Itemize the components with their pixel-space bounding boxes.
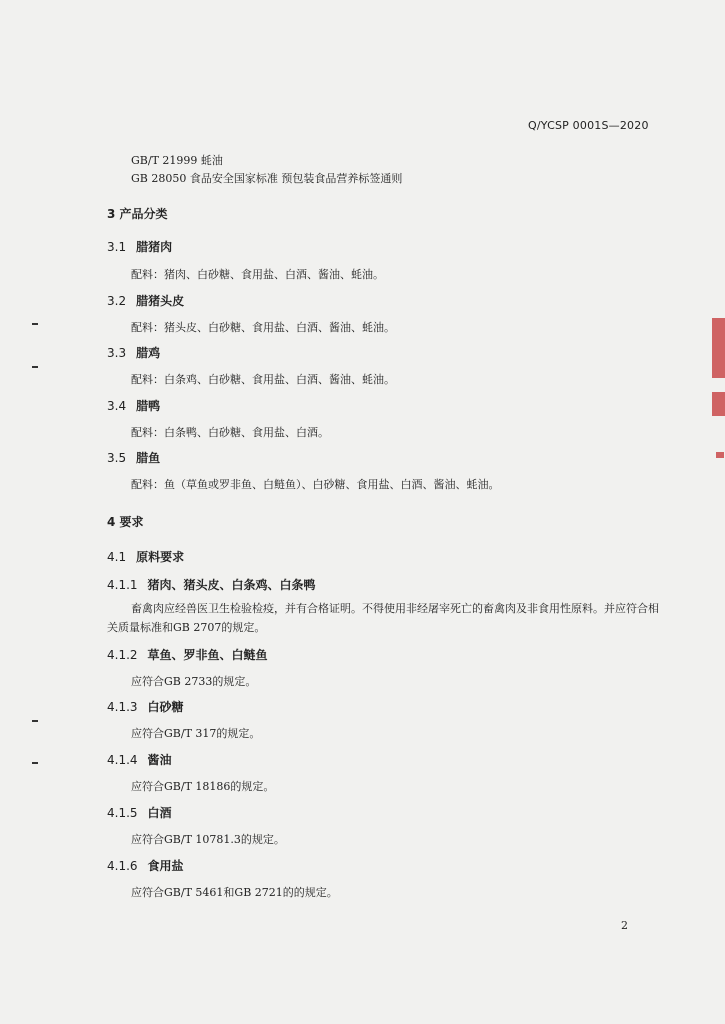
clause-number: 3.3: [107, 346, 127, 360]
clause-title: 食用盐: [147, 859, 184, 873]
subsection-title: 原料要求: [136, 550, 185, 564]
clause-heading: [107, 751, 172, 768]
reference-item: GB 28050 食品安全国家标准 预包装食品营养标签通则: [131, 172, 403, 185]
seal-stamp-edge: [712, 392, 725, 416]
clause-number: 4.1.4: [107, 753, 138, 767]
clause-heading: [107, 804, 172, 821]
clause-number: 3.1: [107, 240, 127, 254]
clause-heading: [107, 449, 160, 466]
clause-number: 4.1.2: [107, 648, 138, 662]
clause-heading: [107, 857, 184, 874]
clause-title: 白砂糖: [147, 700, 184, 714]
binding-hole-mark: [32, 366, 38, 368]
clause-heading: [107, 576, 316, 593]
binding-hole-mark: [32, 762, 38, 764]
clause-number: 3.2: [107, 294, 127, 308]
clause-text: 配料：猪肉、白砂糖、食用盐、白酒、酱油、蚝油。: [131, 268, 384, 281]
clause-title: 酱油: [147, 753, 172, 767]
clause-heading: [107, 646, 268, 663]
seal-stamp-edge: [712, 318, 725, 378]
clause-text: 应符合GB/T 10781.3的规定。: [131, 833, 285, 846]
clause-title: 腊鸭: [136, 399, 161, 413]
clause-text: 配料：白条鸡、白砂糖、食用盐、白酒、酱油、蚝油。: [131, 373, 395, 386]
clause-title: 腊鱼: [136, 451, 161, 465]
clause-title: 猪肉、猪头皮、白条鸡、白条鸭: [147, 578, 316, 592]
subsection-number: 4.1: [107, 550, 127, 564]
clause-heading: [107, 698, 184, 715]
binding-hole-mark: [32, 323, 38, 325]
clause-title: 腊鸡: [136, 346, 161, 360]
reference-item: GB/T 21999 蚝油: [131, 154, 223, 167]
section-4-heading: 4 要求: [107, 515, 144, 529]
clause-number: 3.5: [107, 451, 127, 465]
clause-number: 4.1.6: [107, 859, 138, 873]
section-3-heading: 3 产品分类: [107, 207, 168, 221]
clause-heading: [107, 238, 172, 255]
subsection-heading: [107, 548, 184, 565]
clause-heading: [107, 292, 184, 309]
clause-text: 配料：猪头皮、白砂糖、食用盐、白酒、酱油、蚝油。: [131, 321, 395, 334]
clause-text: 配料：白条鸭、白砂糖、食用盐、白酒。: [131, 426, 329, 439]
clause-text: 应符合GB/T 5461和GB 2721的的规定。: [131, 886, 338, 899]
seal-stamp-edge: [716, 452, 724, 458]
binding-hole-mark: [32, 720, 38, 722]
clause-text: 应符合GB/T 317的规定。: [131, 727, 261, 740]
clause-number: 4.1.5: [107, 806, 138, 820]
standard-code-header: Q/YCSP 0001S—2020: [528, 119, 649, 132]
clause-heading: [107, 344, 160, 361]
clause-heading: [107, 397, 160, 414]
clause-title: 腊猪头皮: [136, 294, 185, 308]
clause-text: 应符合GB/T 18186的规定。: [131, 780, 275, 793]
clause-title: 腊猪肉: [136, 240, 173, 254]
clause-title: 草鱼、罗非鱼、白鲢鱼: [147, 648, 268, 662]
clause-paragraph: 畜禽肉应经兽医卫生检验检疫，并有合格证明。不得使用非经屠宰死亡的畜禽肉及非食用性原料。并应符合相关质量标准和GB 2707的规定。: [107, 602, 659, 634]
clause-number: 3.4: [107, 399, 127, 413]
clause-number: 4.1.3: [107, 700, 138, 714]
clause-text: 配料：鱼（草鱼或罗非鱼、白鲢鱼）、白砂糖、食用盐、白酒、酱油、蚝油。: [131, 478, 500, 491]
clause-number: 4.1.1: [107, 578, 138, 592]
clause-text: 应符合GB 2733的规定。: [131, 675, 257, 688]
page-number: 2: [621, 919, 628, 932]
clause-title: 白酒: [147, 806, 172, 820]
